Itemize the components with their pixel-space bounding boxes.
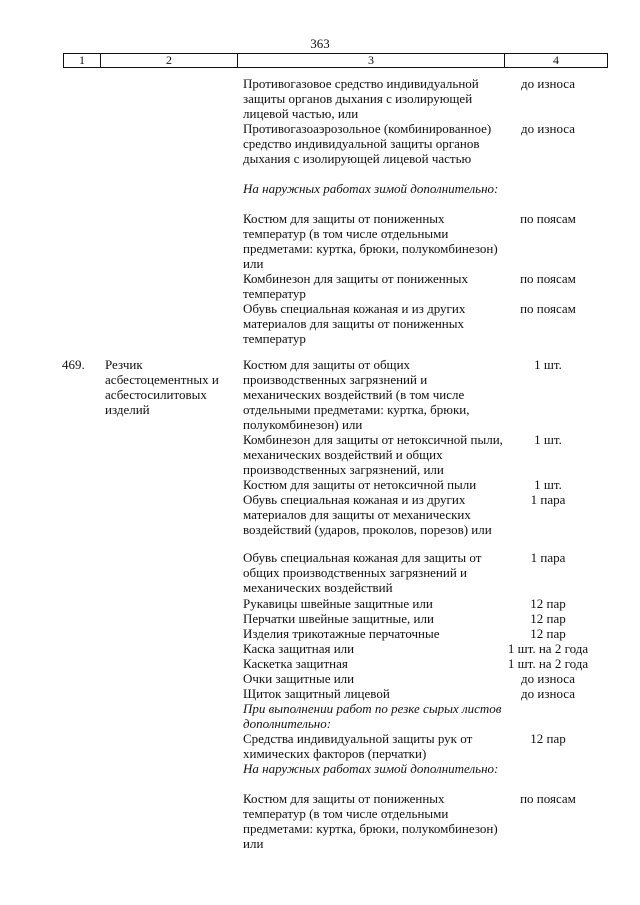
entry-text: Противогазовое средство индивидуальной защиты органов дыхания с изолирующей лицевой частью, или [243, 76, 479, 121]
section-note: При выполнении работ по резке сырых листов дополнительно: [243, 701, 502, 731]
entry-qty: до износа [521, 671, 575, 686]
entry-qty: 1 пара [530, 492, 566, 507]
entry-text: Костюм для защиты от нетоксичной пыли [243, 477, 477, 492]
column-header-2: 2 [100, 54, 237, 67]
page-number: 363 [310, 36, 330, 51]
entry-text: Изделия трикотажные перчаточные [243, 626, 440, 641]
entry-qty: по поясам [520, 791, 576, 806]
section-note: На наружных работах зимой дополнительно: [243, 181, 499, 196]
item-number: 469. [62, 357, 85, 372]
entry-qty: по поясам [520, 271, 576, 286]
entry-text: Средства индивидуальной защиты рук от химических факторов (перчатки) [243, 731, 473, 761]
entry-qty: по поясам [520, 301, 576, 316]
entry-qty: 12 пар [530, 611, 566, 626]
entry-text: Костюм для защиты от пониженных температур (в том числе отдельными предметами: куртка, брюки, полукомбинезон) или [243, 211, 498, 271]
column-header-1: 1 [79, 53, 85, 67]
entry-qty: до износа [521, 686, 575, 701]
entry-text: Обувь специальная кожаная и из других материалов для защиты от пониженных температур [243, 301, 466, 346]
entry-qty: 1 шт. [534, 432, 562, 447]
entry-text: Комбинезон для защиты от нетоксичной пыли, механических воздействий и общих производственных загрязнений, или [243, 432, 503, 477]
entry-qty: до износа [521, 121, 575, 136]
entry-text: Комбинезон для защиты от пониженных температур [243, 271, 468, 301]
column-header-4: 4 [504, 54, 607, 67]
entry-qty: 12 пар [530, 596, 566, 611]
entry-text: Костюм для защиты от общих производственных загрязнений и механических воздействий (в том числе отдельными предметами: куртка, брюки, полукомбинезон) или [243, 357, 470, 432]
entry-text: Перчатки швейные защитные, или [243, 611, 434, 626]
column-header-3: 3 [237, 54, 504, 67]
entry-text: Костюм для защиты от пониженных температур (в том числе отдельными предметами: куртка, брюки, полукомбинезон) или [243, 791, 498, 851]
entry-text: Каскетка защитная [243, 656, 348, 671]
entry-qty: 12 пар [530, 626, 566, 641]
entry-qty: 1 шт. [534, 477, 562, 492]
entry-qty: 1 шт. на 2 года [507, 641, 589, 656]
entry-text: Обувь специальная кожаная для защиты от общих производственных загрязнений и механических воздействий [243, 550, 482, 595]
item-name: Резчик асбестоцементных и асбестосилитовых изделий [105, 357, 219, 417]
entry-qty: 12 пар [530, 731, 566, 746]
entry-text: Очки защитные или [243, 671, 355, 686]
entry-text: Обувь специальная кожаная и из других материалов для защиты от механических воздействий (ударов, проколов, порезов) или [243, 492, 492, 537]
entry-qty: 1 пара [530, 550, 566, 565]
entry-text: Щиток защитный лицевой [243, 686, 390, 701]
entry-qty: 1 шт. [534, 357, 562, 372]
entry-text: Рукавицы швейные защитные или [243, 596, 433, 611]
entry-text: Противогазоаэрозольное (комбинированное) средство индивидуальной защиты органов дыхания с изолирующей лицевой частью [243, 121, 492, 166]
entry-qty: 1 шт. на 2 года [507, 656, 589, 671]
entry-qty: до износа [521, 76, 575, 91]
entry-text: Каска защитная или [243, 641, 355, 656]
section-note: На наружных работах зимой дополнительно: [243, 761, 499, 776]
entry-qty: по поясам [520, 211, 576, 226]
